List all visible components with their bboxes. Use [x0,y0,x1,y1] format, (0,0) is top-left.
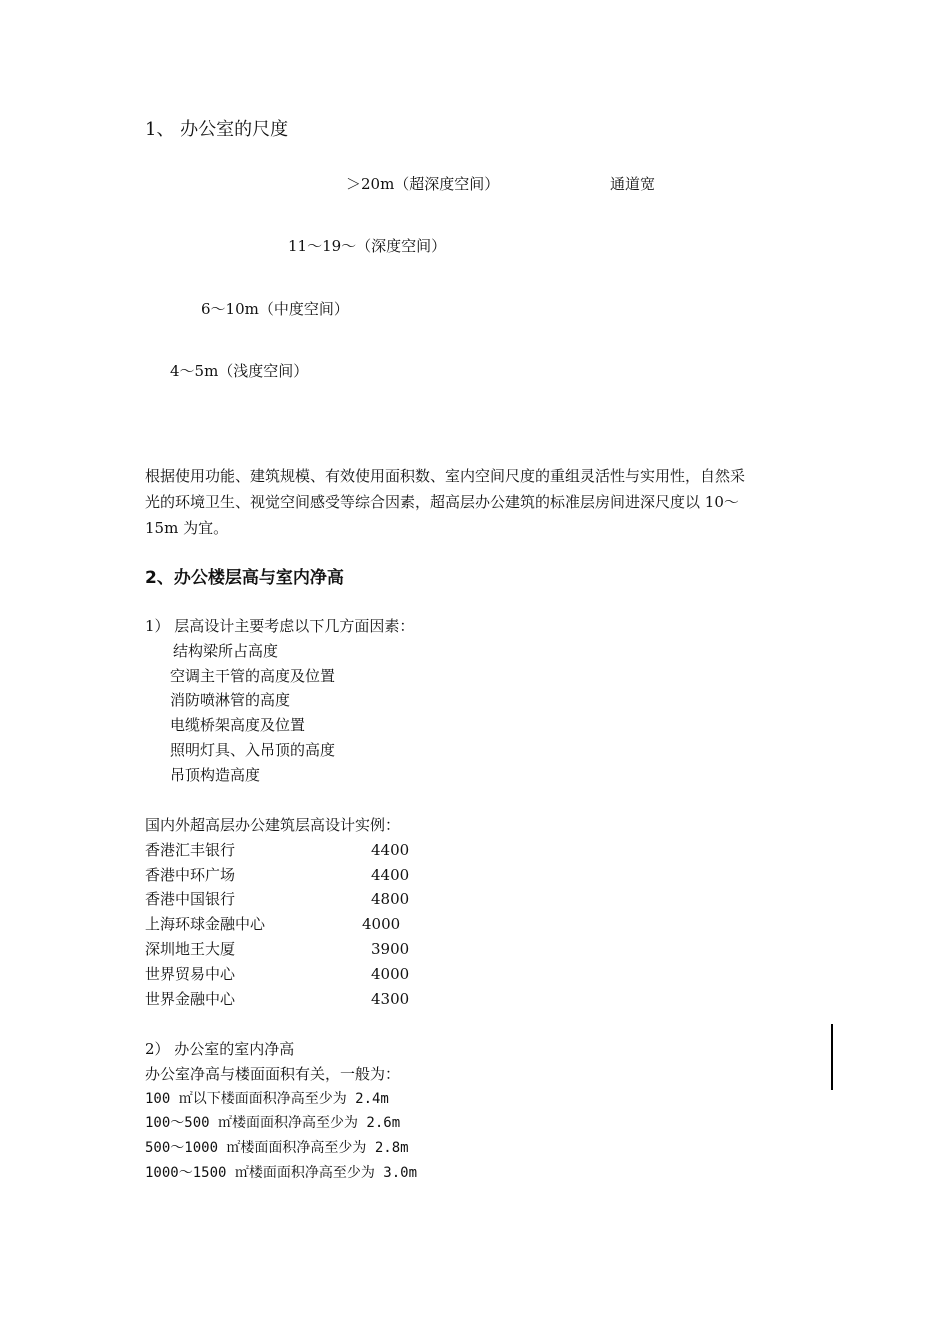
revision-bar [831,1024,833,1090]
table-row [145,937,410,962]
section-2-title: 2、办公楼层高与室内净高 [145,568,344,588]
clear-height-intro: 办公室净高与楼面面积有关，一般为： [145,1064,401,1083]
list-item: 照明灯具、入吊顶的高度 [170,740,336,759]
examples-table [145,813,410,1011]
list-item: 500～1000 ㎡楼面面积净高至少为 2.8m [145,1140,409,1157]
building-name: 香港中环广场 [145,865,236,884]
floor-height-value: 4400 [371,865,410,884]
factors-heading: 1） 层高设计主要考虑以下几方面因素： [145,617,415,635]
building-name: 香港中国银行 [145,890,236,909]
floor-height-value: 4000 [362,915,401,934]
table-row [145,912,400,937]
table-row [145,887,410,912]
floor-height-value: 4300 [371,989,410,1008]
table-row [145,962,410,987]
building-name: 香港汇丰银行 [145,840,236,859]
passage-width-label: 通道宽 [610,175,656,193]
list-item: 吊顶构造高度 [170,765,261,784]
table-row [145,838,410,863]
depth-label-medium: 6～10m（中度空间） [201,300,349,318]
list-item: 空调主干管的高度及位置 [170,666,336,685]
clear-height-section [145,1037,417,1186]
clear-height-heading: 2） 办公室的室内净高 [145,1040,295,1058]
floor-height-value: 4400 [371,840,410,859]
paragraph-line: 15m 为宜。 [145,519,229,537]
list-item: 1000～1500 ㎡楼面面积净高至少为 3.0m [145,1164,418,1181]
section-1-title: 1、 办公室的尺度 [145,119,289,140]
building-name: 世界贸易中心 [145,964,236,983]
list-item: 100 ㎡以下楼面面积净高至少为 2.4m [145,1090,389,1107]
building-name: 世界金融中心 [145,989,236,1008]
section-1-paragraph [145,463,813,541]
depth-label-deep: 11～19～（深度空间） [288,237,447,255]
floor-height-value: 4000 [371,964,410,983]
depth-label-shallow: 4～5m（浅度空间） [170,362,309,380]
list-item: 消防喷淋管的高度 [170,691,291,710]
floor-height-value: 3900 [371,939,410,958]
list-item: 电缆桥架高度及位置 [170,716,306,735]
examples-heading: 国内外超高层办公建筑层高设计实例： [145,816,401,834]
paragraph-line: 光的环境卫生、视觉空间感受等综合因素，超高层办公建筑的标准层房间进深尺度以 10～ [145,493,739,511]
table-row [145,987,410,1012]
list-item: 100～500 ㎡楼面面积净高至少为 2.6m [145,1115,401,1132]
building-name: 深圳地王大厦 [145,939,236,958]
paragraph-line: 根据使用功能、建筑规模、有效使用面积数、室内空间尺度的重组灵活性与实用性，自然采 [145,467,746,485]
list-item: 结构梁所占高度 [173,641,279,660]
depth-label-super-deep: ＞20m（超深度空间） [346,175,500,193]
floor-height-value: 4800 [371,890,410,909]
factors-list [145,614,414,788]
building-name: 上海环球金融中心 [145,915,266,934]
table-row [145,863,410,888]
